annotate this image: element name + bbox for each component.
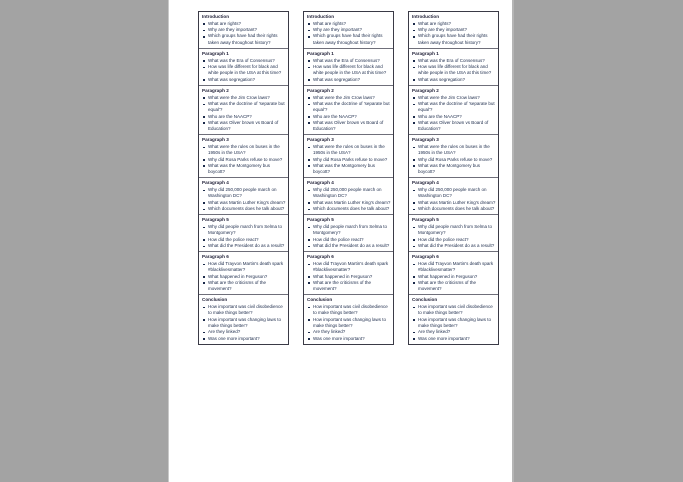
question-list — [304, 224, 393, 249]
question-item: Are they linked? — [412, 329, 496, 335]
question-section — [304, 178, 393, 215]
section-title: Paragraph 4 — [202, 180, 229, 186]
question-section — [304, 12, 393, 49]
question-item: What were the rules on buses in the 1950s in the USA? — [202, 144, 286, 156]
section-title: Paragraph 1 — [202, 50, 229, 56]
question-item: What are the criticisms of the movement? — [412, 280, 496, 292]
question-item: Why did 250,000 people march on Washington DC? — [202, 187, 286, 199]
question-item: Was one more important? — [202, 336, 286, 342]
question-item: What was Oliver brown vs Board of Education? — [202, 120, 286, 132]
question-item: What was Oliver brown vs Board of Education? — [412, 120, 496, 132]
question-item: How did the police react? — [307, 237, 391, 243]
section-title: Paragraph 3 — [412, 137, 439, 143]
question-item: What did the President do as a result? — [202, 243, 286, 249]
question-list — [304, 95, 393, 132]
question-section — [409, 86, 498, 135]
question-item: How was life different for black and white people in the USA at this time? — [202, 64, 286, 76]
question-item: What was the Era of Consensus? — [412, 58, 496, 64]
question-item: Are they linked? — [202, 329, 286, 335]
question-section — [304, 135, 393, 178]
question-list — [304, 187, 393, 212]
question-section — [409, 252, 498, 295]
question-section — [409, 295, 498, 343]
question-item: How important was civil disobedience to make things better? — [202, 304, 286, 316]
question-item: What were the Jim Crow laws? — [307, 95, 391, 101]
question-item: Was one more important? — [412, 336, 496, 342]
section-title: Conclusion — [412, 297, 438, 303]
section-title: Conclusion — [202, 297, 228, 303]
question-section — [199, 215, 288, 252]
question-item: How was life different for black and white people in the USA at this time? — [412, 64, 496, 76]
question-list — [199, 304, 288, 341]
question-section — [409, 135, 498, 178]
question-item: What did the President do as a result? — [412, 243, 496, 249]
question-item: What was the doctrine of 'separate but equal'? — [412, 101, 496, 113]
section-title: Paragraph 2 — [202, 87, 229, 93]
worksheet-columns — [198, 11, 532, 345]
section-title: Paragraph 6 — [307, 254, 334, 260]
section-title: Introduction — [412, 14, 440, 19]
section-title: Paragraph 6 — [412, 254, 439, 260]
question-item: What was the Montgomery bus boycott? — [202, 163, 286, 175]
question-list — [199, 224, 288, 249]
question-section — [304, 295, 393, 343]
question-item: What were the rules on buses in the 1950s in the USA? — [307, 144, 391, 156]
question-item: How did the police react? — [412, 237, 496, 243]
question-item: What was the Montgomery bus boycott? — [412, 163, 496, 175]
page-edge-shadow — [512, 0, 514, 482]
question-item: How did the police react? — [202, 237, 286, 243]
question-item: Which documents does he talk about? — [307, 206, 391, 212]
question-list — [409, 304, 498, 341]
question-list — [409, 187, 498, 212]
question-list — [199, 21, 288, 46]
question-section — [304, 215, 393, 252]
question-item: What are rights? — [307, 21, 391, 27]
question-item: How important was changing laws to make things better? — [202, 317, 286, 329]
question-item: Who are the NAACP? — [412, 114, 496, 120]
question-section — [199, 178, 288, 215]
question-item: How important was changing laws to make things better? — [307, 317, 391, 329]
question-item: Which groups have had their rights taken away throughout history? — [202, 33, 286, 45]
section-title: Conclusion — [307, 297, 333, 303]
question-item: What are the criticisms of the movement? — [307, 280, 391, 292]
question-item: What was segregation? — [307, 77, 391, 83]
document-page — [169, 0, 512, 482]
question-list — [304, 144, 393, 175]
question-item: How important was civil disobedience to make things better? — [412, 304, 496, 316]
section-title: Paragraph 2 — [412, 87, 439, 93]
question-column — [198, 11, 289, 345]
question-item: Why are they important? — [412, 27, 496, 33]
question-item: What was the doctrine of 'separate but equal'? — [307, 101, 391, 113]
section-title: Paragraph 6 — [202, 254, 229, 260]
question-item: Why did Rosa Parks refuse to move? — [307, 157, 391, 163]
question-column — [408, 11, 499, 345]
question-item: Why did people march from Selma to Montgomery? — [412, 224, 496, 236]
question-item: What are rights? — [202, 21, 286, 27]
question-item: What were the Jim Crow laws? — [412, 95, 496, 101]
section-title: Paragraph 4 — [307, 180, 334, 186]
question-section — [199, 295, 288, 343]
question-item: What did the President do as a result? — [307, 243, 391, 249]
question-item: What are the criticisms of the movement? — [202, 280, 286, 292]
question-item: Which groups have had their rights taken away throughout history? — [307, 33, 391, 45]
question-item: Which documents does he talk about? — [412, 206, 496, 212]
question-section — [409, 178, 498, 215]
question-item: Why are they important? — [307, 27, 391, 33]
question-item: What was Martin Luther King's dream? — [412, 200, 496, 206]
question-item: How was life different for black and white people in the USA at this time? — [307, 64, 391, 76]
question-section — [199, 12, 288, 49]
section-title: Paragraph 3 — [202, 137, 229, 143]
question-item: How did Trayvon Martin's death spark #blacklivesmatter? — [202, 261, 286, 273]
question-item: What was Martin Luther King's dream? — [202, 200, 286, 206]
question-section — [199, 86, 288, 135]
question-item: How did Trayvon Martin's death spark #blacklivesmatter? — [412, 261, 496, 273]
section-title: Paragraph 2 — [307, 87, 334, 93]
question-column — [303, 11, 394, 345]
question-item: What happened in Ferguson? — [307, 274, 391, 280]
section-title: Introduction — [202, 14, 230, 19]
question-item: Why did 250,000 people march on Washington DC? — [412, 187, 496, 199]
question-item: Was one more important? — [307, 336, 391, 342]
section-title: Paragraph 5 — [202, 217, 229, 223]
section-title: Paragraph 4 — [412, 180, 439, 186]
section-title: Paragraph 5 — [412, 217, 439, 223]
question-item: How important was changing laws to make things better? — [412, 317, 496, 329]
section-title: Paragraph 5 — [307, 217, 334, 223]
section-title: Introduction — [307, 14, 335, 19]
question-list — [409, 58, 498, 83]
question-section — [304, 49, 393, 86]
question-item: What was the doctrine of 'separate but equal'? — [202, 101, 286, 113]
question-list — [304, 304, 393, 341]
question-item: Who are the NAACP? — [307, 114, 391, 120]
question-item: What are rights? — [412, 21, 496, 27]
question-item: Who are the NAACP? — [202, 114, 286, 120]
question-section — [199, 135, 288, 178]
question-item: What was segregation? — [202, 77, 286, 83]
question-section — [304, 86, 393, 135]
question-list — [199, 58, 288, 83]
question-item: What happened in Ferguson? — [412, 274, 496, 280]
question-list — [199, 187, 288, 212]
question-item: Why did Rosa Parks refuse to move? — [412, 157, 496, 163]
question-section — [304, 252, 393, 295]
question-item: Why did 250,000 people march on Washington DC? — [307, 187, 391, 199]
section-title: Paragraph 1 — [307, 50, 334, 56]
question-section — [409, 49, 498, 86]
question-list — [199, 95, 288, 132]
question-list — [304, 261, 393, 292]
question-list — [199, 144, 288, 175]
question-item: What was the Montgomery bus boycott? — [307, 163, 391, 175]
question-item: How did Trayvon Martin's death spark #blacklivesmatter? — [307, 261, 391, 273]
question-item: What was segregation? — [412, 77, 496, 83]
question-item: What were the rules on buses in the 1950s in the USA? — [412, 144, 496, 156]
question-list — [304, 58, 393, 83]
question-section — [199, 49, 288, 86]
question-item: Why did Rosa Parks refuse to move? — [202, 157, 286, 163]
question-list — [409, 21, 498, 46]
question-section — [199, 252, 288, 295]
question-item: What was Martin Luther King's dream? — [307, 200, 391, 206]
question-item: Why did people march from Selma to Montgomery? — [307, 224, 391, 236]
question-item: What was the Era of Consensus? — [202, 58, 286, 64]
question-item: Are they linked? — [307, 329, 391, 335]
question-item: Why are they important? — [202, 27, 286, 33]
section-title: Paragraph 1 — [412, 50, 439, 56]
question-item: Which documents does he talk about? — [202, 206, 286, 212]
question-list — [409, 224, 498, 249]
question-list — [304, 21, 393, 46]
question-section — [409, 215, 498, 252]
question-list — [409, 95, 498, 132]
question-item: What was Oliver brown vs Board of Education? — [307, 120, 391, 132]
question-section — [409, 12, 498, 49]
question-list — [199, 261, 288, 292]
section-title: Paragraph 3 — [307, 137, 334, 143]
question-item: How important was civil disobedience to make things better? — [307, 304, 391, 316]
question-item: Why did people march from Selma to Montgomery? — [202, 224, 286, 236]
question-item: What were the Jim Crow laws? — [202, 95, 286, 101]
question-item: What happened in Ferguson? — [202, 274, 286, 280]
question-item: What was the Era of Consensus? — [307, 58, 391, 64]
question-item: Which groups have had their rights taken away throughout history? — [412, 33, 496, 45]
question-list — [409, 261, 498, 292]
question-list — [409, 144, 498, 175]
